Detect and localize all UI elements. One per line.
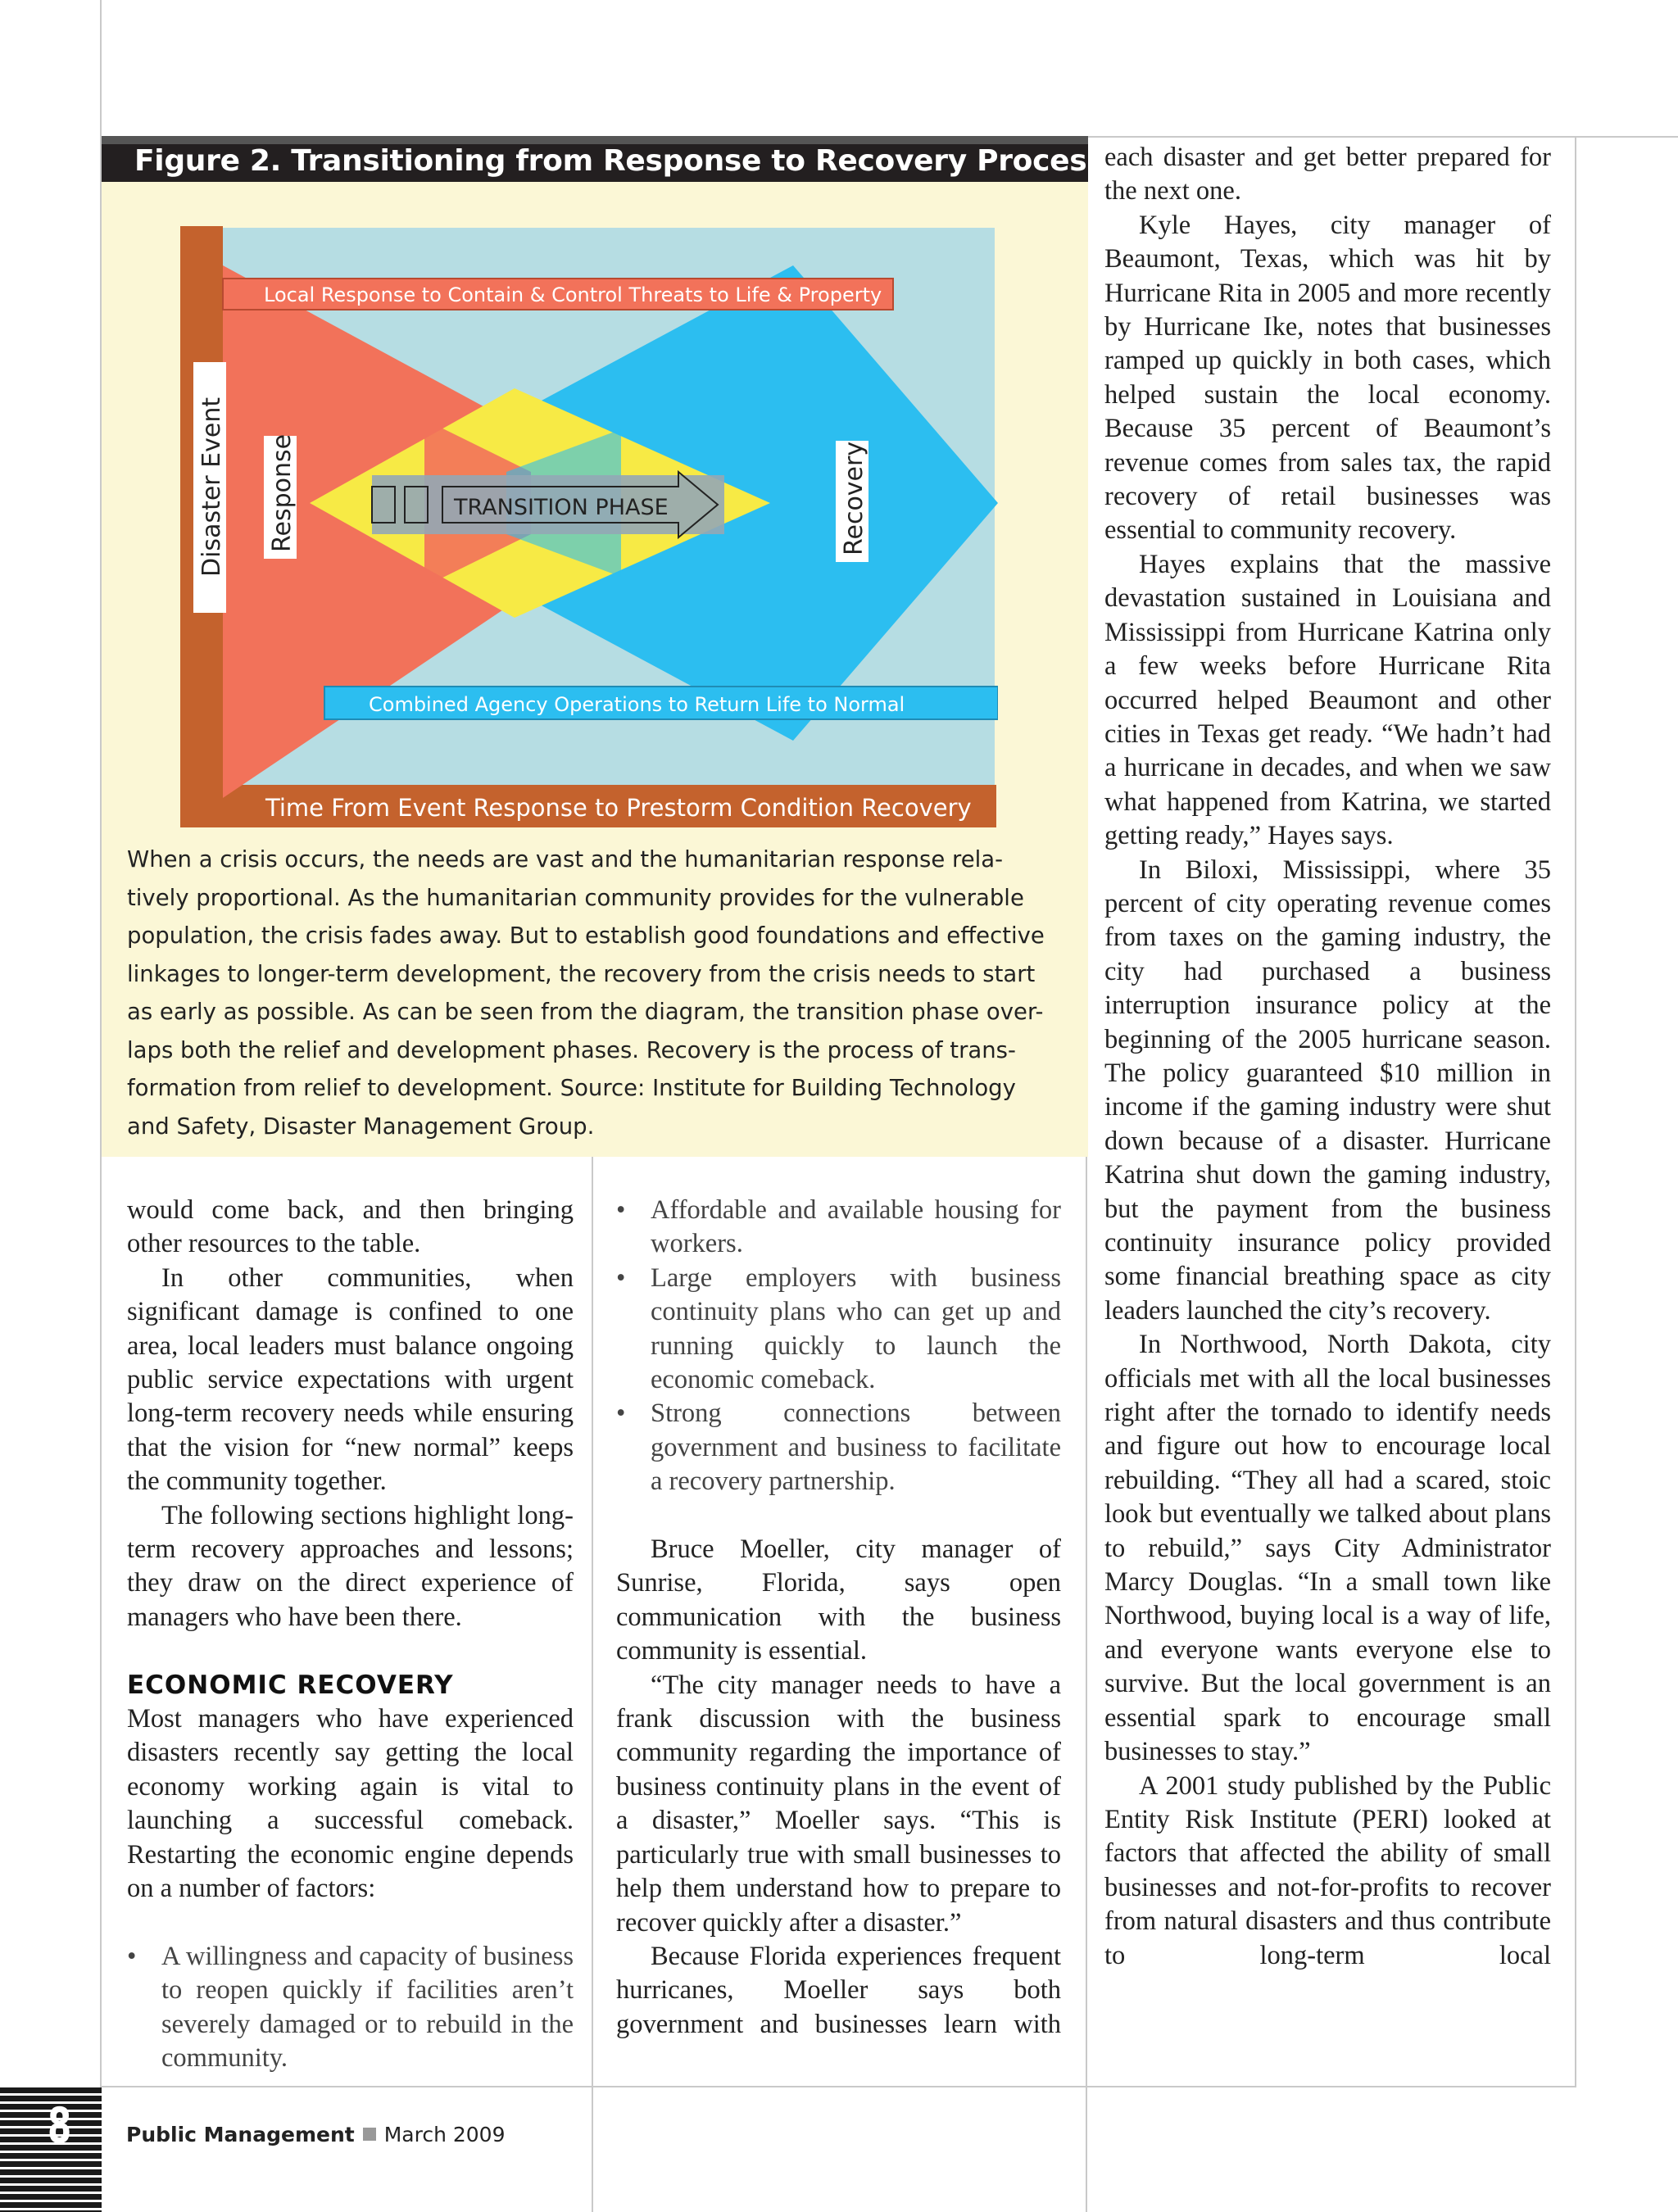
column-3 <box>1104 141 1551 1973</box>
caption-line: as early as possible. As can be seen from the diagram, the transition phase over- <box>127 999 1044 1025</box>
paragraph: A 2001 study published by the Public Entity Risk Institute (PERI) looked at factors that affected the ability of small businesses and not-for-profits to recover from natural disasters and thus contribute to long-term local <box>1104 1770 1551 1970</box>
caption-line: population, the crisis fades away. But to establish good foundations and effective <box>127 922 1045 949</box>
paragraph: each disaster and get better prepared for the next one. <box>1104 143 1551 206</box>
footer-rule <box>102 2086 1575 2087</box>
column-rule-1 <box>592 1157 593 2212</box>
paragraph: “The city manager needs to have a frank discussion with the business community regarding the importance of business continuity plans in the event of a disaster,” Moeller says. “This is particularly true with small businesses to help them understand how to prepare to recover quickly after a disaster.” <box>616 1670 1061 1938</box>
caption-line: formation from relief to development. Source: Institute for Building Technology <box>127 1075 1016 1101</box>
caption-line: tively proportional. As the humanitarian community provides for the vulnerable <box>127 884 1024 911</box>
spacer <box>127 1634 574 1668</box>
figure-title-bar-top <box>102 136 1088 144</box>
caption-line: and Safety, Disaster Management Group. <box>127 1113 595 1140</box>
issue-date: March 2009 <box>383 2123 506 2146</box>
page-number: 8 <box>48 2097 70 2155</box>
section-heading: ECONOMIC RECOVERY <box>127 1670 454 1700</box>
column-2 <box>616 1194 1061 2042</box>
separator-square-icon <box>363 2128 376 2141</box>
local-response-label: Local Response to Contain & Control Threats to Life & Property <box>264 283 882 306</box>
paragraph: In other communities, when significant damage is confined to one area, local leaders must balance ongoing public service expectations with urgent long-term recovery needs while ensuring that the vision for “new normal” keeps the community together. <box>127 1262 574 1497</box>
paragraph: Kyle Hayes, city manager of Beaumont, Texas, which was hit by Hurricane Rita in 2005 and more recently by Hurricane Ike, notes that businesses ramped up quickly in both cases, which helped sustain the local economy. Because 35 percent of Beaumont’s revenue comes from sales tax, the rapid recovery of retail businesses was essential to community recovery. <box>1104 210 1551 546</box>
spacer <box>127 1906 574 1940</box>
combined-agency-label: Combined Agency Operations to Return Life to Normal <box>369 693 905 716</box>
paragraph: The following sections highlight long-term recovery approaches and lessons; they draw on the direct experience of managers who have been there. <box>127 1500 574 1632</box>
bullet-icon: • <box>616 1195 626 1225</box>
paragraph: would come back, and then bringing other resources to the table. <box>127 1195 574 1259</box>
paragraph: Hayes explains that the massive devastation sustained in Louisiana and Mississippi from Hurricane Katrina only a few weeks before Hurricane Rita occurred helped Beaumont and other cities in Texas get ready. “We hadn’t had a hurricane in decades, and when we saw what happened from Katrina, we started getting ready,” Hayes says. <box>1104 549 1551 851</box>
right-margin-rule <box>1575 136 1576 2087</box>
figure-title: Figure 2. Transitioning from Response to Recovery Process. <box>134 144 1115 178</box>
transition-phase-label: TRANSITION PHASE <box>454 495 669 520</box>
bullet-text: Affordable and available housing for workers. <box>651 1195 1061 1259</box>
bullet-item <box>616 1397 1061 1498</box>
paragraph: In Northwood, North Dakota, city officials met with all the local businesses right after the tornado to identify needs and figure out how to encourage local rebuilding. “They all had a scared, stoic look but eventually we talked about plans to rebuild,” says City Administrator Marcy Douglas. “In a small town like Northwood, buying local is a way of life, and everyone wants everyone else to survive. But the local government is an essential spark to encourage small businesses to stay.” <box>1104 1330 1551 1767</box>
publication-name: Public Management <box>126 2123 355 2146</box>
figure-caption <box>127 841 1061 1145</box>
paragraph: Most managers who have experienced disasters recently say getting the local economy working again is vital to launching a successful comeback. Restarting the economic engine depends on a number of factors: <box>127 1704 574 1904</box>
bullet-item <box>616 1262 1061 1398</box>
caption-line: linkages to longer-term development, the recovery from the crisis needs to start <box>127 960 1036 987</box>
column-1 <box>127 1194 574 2076</box>
bullet-item <box>127 1940 574 2076</box>
bullet-text: Large employers with business continuity plans who can get up and running quickly to launch the economic comeback. <box>651 1262 1061 1395</box>
recovery-label: Recovery <box>840 441 868 555</box>
bullet-icon: • <box>127 1941 137 1971</box>
spacer <box>616 1499 1061 1533</box>
bullet-text: A willingness and capacity of business to reopen quickly if facilities aren’t severely damaged or to rebuild in the community. <box>161 1941 574 2074</box>
caption-line: laps both the relief and development phases. Recovery is the process of trans- <box>127 1036 1016 1063</box>
transition-diagram <box>179 224 998 831</box>
paragraph: Because Florida experiences frequent hurricanes, Moeller says both government and businesses learn with <box>616 1941 1061 2039</box>
bullet-item <box>616 1194 1061 1262</box>
running-footer <box>126 2123 505 2146</box>
time-axis-label: Time From Event Response to Prestorm Condition Recovery <box>265 794 972 822</box>
paragraph: In Biloxi, Mississippi, where 35 percent of city operating revenue comes from taxes on the gaming industry, the city had purchased a business interruption insurance policy at the beginning of the 2005 hurricane season. The policy guaranteed $10 million in income if the gaming industry were shut down because of a disaster. Hurricane Katrina shut down the gaming industry, but the payment from the business continuity insurance policy provided some financial breathing space as city leaders launched the city’s recovery. <box>1104 854 1551 1326</box>
bullet-text: Strong connections between government and business to facilitate a recovery partnership. <box>651 1398 1061 1497</box>
disaster-event-label: Disaster Event <box>197 397 226 577</box>
caption-line: When a crisis occurs, the needs are vast and the humanitarian response rela- <box>127 846 1004 873</box>
response-label: Response <box>268 433 297 552</box>
paragraph: Bruce Moeller, city manager of Sunrise, Florida, says open communication with the business community is essential. <box>616 1534 1061 1666</box>
bullet-icon: • <box>616 1262 626 1293</box>
bullet-icon: • <box>616 1398 626 1429</box>
